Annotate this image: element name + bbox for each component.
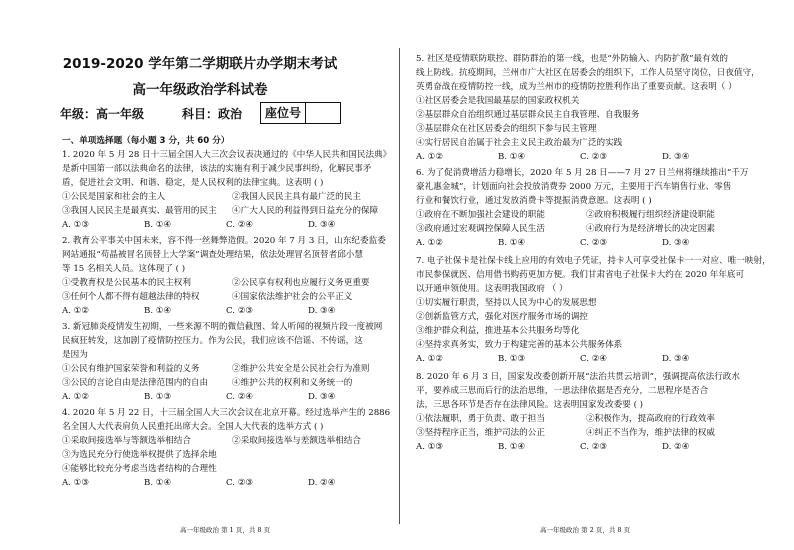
seat-number-label: 座位号 [261, 103, 306, 123]
question-6: 6. 为了促消费增活力稳增长，2020 年 5 月 28 日——7 月 27 日兰州将继续推出“千万 豪礼惠金城”，计划面向社会投放消费券 2000 万元，主要用于汽车销售行业、零售 行业和餐饮行业，通过发放消费卡等提振消费意愿。这表明 ( ) ①政府在不断加强社会建设的职能 ②政府积极履行组织经济建设职能 ③政府通过宏观调控保障人民生活 ④政府行为是经济增长的决定因素 A. ①② B. ①④ C. ②③ D. ③④ [416, 168, 749, 248]
page-right [400, 0, 794, 550]
exam-title: 2019-2020 学年第二学期联片办学期末考试 [62, 56, 338, 72]
seat-number-blank [306, 103, 340, 123]
question-1: 1. 2020 年 5 月 28 日十三届全国人大三次会议表决通过的《中华人民共和国民法典》 是新中国第一部以法典命名的法律，该法的实施有利于减少民事纠纷，化解民事矛 盾，促进社会文明、和谐、稳定，是人民权利的法律宝典。这表明 ( ) ①公民是国家和社会的主人 ②我国人民民主具有最广泛的民主 ③我国人民民主是最真实、最管用的民主 ④广大人民的利益得到日益充分的保障 A. ①③ B. ①④ C. ②④ D. ③④ [62, 150, 392, 230]
exam-subtitle: 高一年级政治学科试卷 [132, 82, 268, 98]
question-3: 3. 新冠肺炎疫情发生初期，一些来源不明的微信截图、耸人听闻的视频片段一度被网 民疯狂转发，这加剧了疫情防控压力。作为公民，我们应该不信谣、不传谣，这 是因为 ①公民有维护国家荣誉和利益的义务 ②维护公共安全是公民社会行为准则 ③公民的言论自由是法律范围内的自由 ④维护公共的权利和义务统一的 A. ①② B. ①③ C. ②④ D. ③④ [62, 322, 383, 402]
question-7: 7. 电子社保卡是社保卡线上应用的有效电子凭证，持卡人可享受社保卡一一对应、唯一映射， 市民参保就医、信用借书购药更加方便。我们甘肃省电子社保卡大约在 2020 年年底可 以开通申领使用。这表明我国政府 （ ） ①切实履行职责，坚持以人民为中心的发展思想 ②创新监管方式，强化对医疗服务市场的调控 ③维护群众利益，推进基本公共服务均等化 ④坚持求真务实，致力于构建完善的基本公共服务体系 A. ①② B. ①③ C. ②④ D. ③④ [416, 256, 771, 364]
grade-label: 年级：高一年级 [60, 106, 145, 121]
exam-meta [60, 102, 341, 124]
seat-number-box [260, 102, 341, 124]
question-5: 5. 社区是疫情联防联控、群防群治的第一线，也是“外防输入、内防扩散”最有效的 线上防线。抗疫期间，兰州市广大社区在居委会的组织下，工作人员坚守岗位，日夜值守， 英勇奋战在疫情防控一线，成为兰州市的疫情防控胜利作出了重要贡献。这表明（ ） ①社区居委会是我国最基层的国家政权机关 ②基层群众自治组织通过基层群众民主自我管理、自我服务 ③基层群众在社区居委会的组织下参与民主管理 ④实行居民自治属于社会主义民主政治最为广泛的实践 A. ①② B. ①④ C. ②③ D. ③④ [416, 54, 760, 162]
question-8: 8. 2020 年 6 月 3 日，国家发改委创新开展“法治共贯云培训”，强调提高依法行政水 平，要养成三思而后行的法治思维，一思法律依据是否充分，二思程序是否合 法，三思各环节是否存在法律风险。这表明国家发改委要 ( ) ①依法履职，勇于负责、敢于担当 ②积极作为，提高政府的行政效率 ③坚持程序正当，维护司法的公正 ④纠正不当作为，维护法律的权威 A. ①③ B. ①④ C. ②③ D. ②④ [416, 372, 740, 452]
section-heading: 一、单项选择题（每小题 3 分，共 60 分） [62, 136, 230, 146]
subject-label: 科目：政治 [182, 106, 243, 121]
question-4: 4. 2020 年 5 月 22 日，十三届全国人大三次会议在北京开幕。经过选举产生的 2886 名全国人大代表肩负人民重托出席大会。全国人大代表的选举方式 ( ) ①采取间接选举与等额选举相结合 ②采取间接选举与差额选举相结合 ③为选民充分行使选举权提供了选择余地 ④能够比较充分考虑当选者结构的合理性 A. ①③ B. ①④ C. ②③ D. ②④ [62, 408, 391, 488]
question-2: 2. 教育公平事关中国未来，容不得一丝舞弊造假。2020 年 7 月 3 日，山东纪委监委 网站通报“苟晶被冒名顶替上大学案”调查处理结果，依法处理冒名顶替者邱小慧 等 15 名相关人员。这体现了 ( ) ①受教育权是公民基本的民主权利 ②公民享有权利也应履行义务更重要 ③任何个人都不得有超越法律的特权 ④国家依法维护社会的公平正义 A. ①② B. ①④ C. ②③ D. ③④ [62, 236, 386, 316]
footer-right: 高一年级政治 第 2 页，共 8 页 [540, 526, 631, 534]
footer-left: 高一年级政治 第 1 页，共 8 页 [180, 526, 271, 534]
